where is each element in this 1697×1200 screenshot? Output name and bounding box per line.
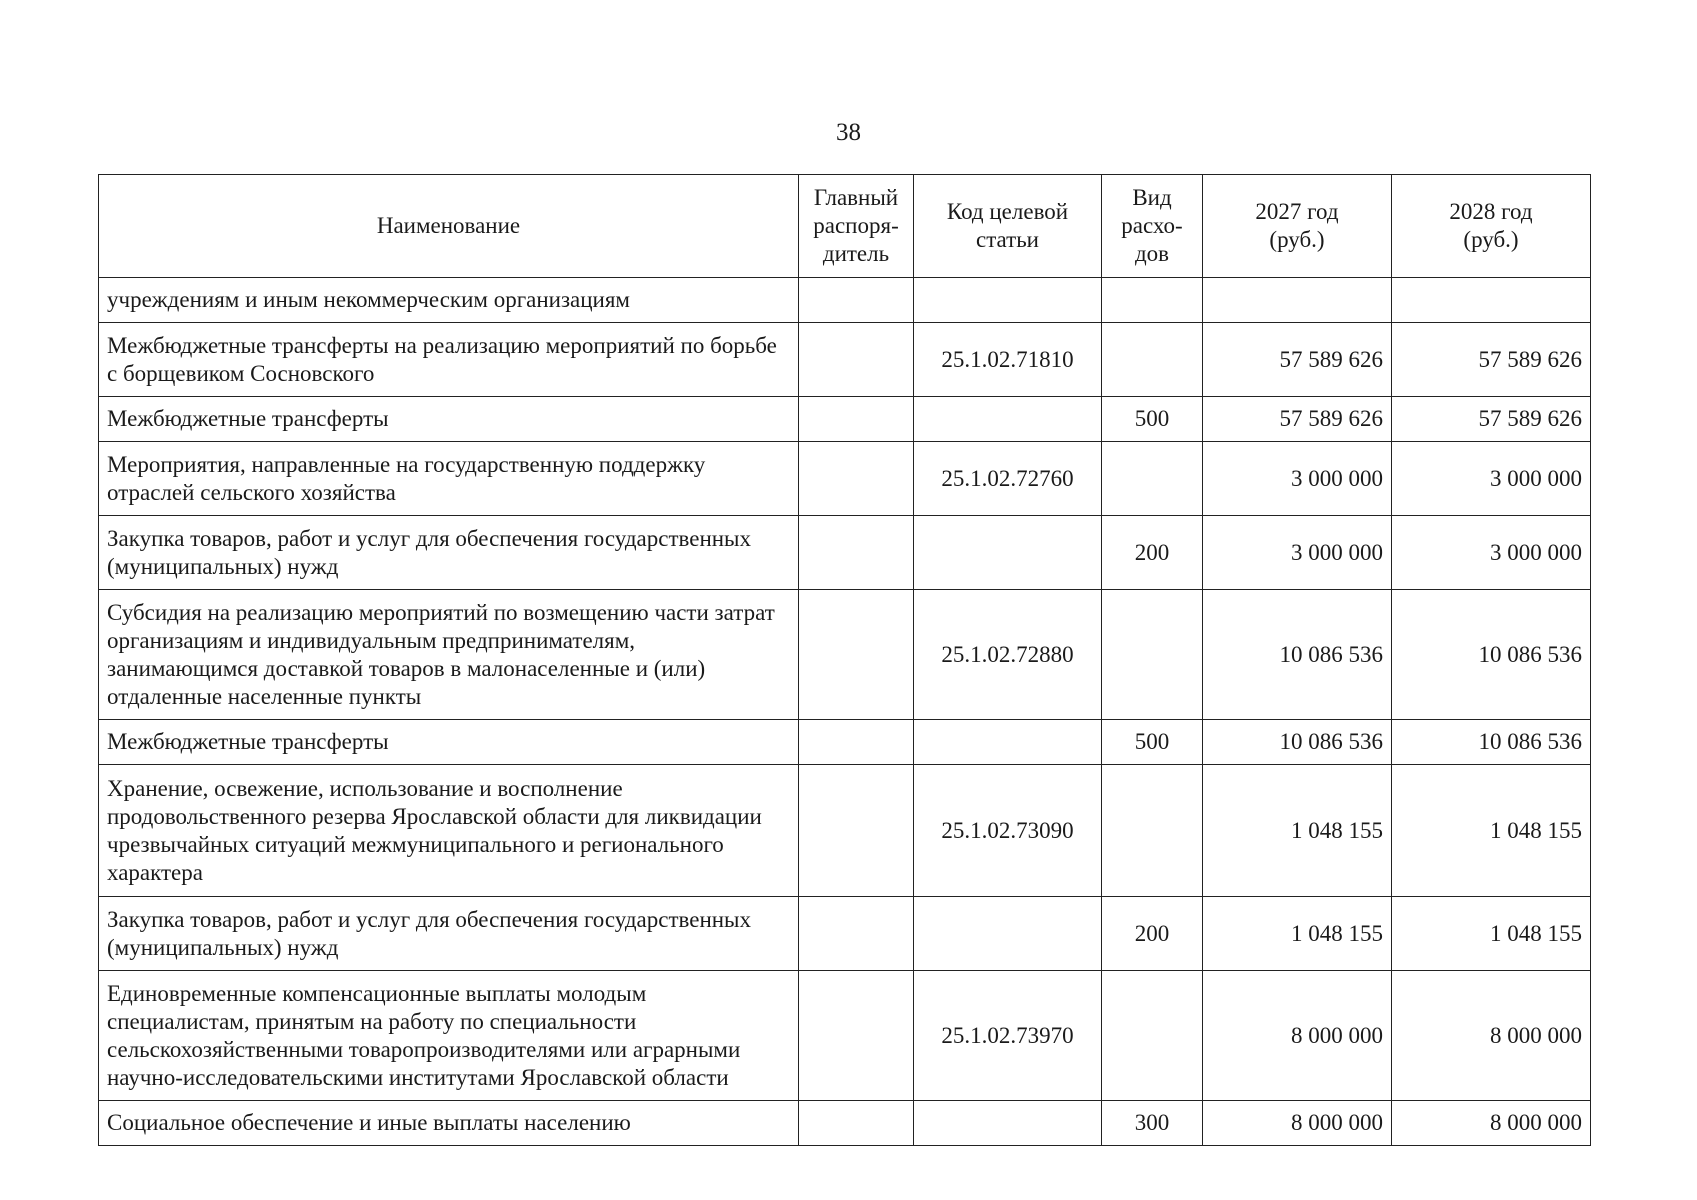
row-manager xyxy=(799,397,914,442)
row-expense-type: 200 xyxy=(1102,516,1203,590)
page-number: 38 xyxy=(836,119,861,146)
row-code: 25.1.02.71810 xyxy=(914,323,1102,397)
table-row xyxy=(99,720,1591,765)
row-code: 25.1.02.72760 xyxy=(914,442,1102,516)
row-expense-type: 200 xyxy=(1102,897,1203,971)
row-manager xyxy=(799,442,914,516)
row-name: Закупка товаров, работ и услуг для обеспечения государственных (муниципальных) нужд xyxy=(99,897,799,971)
row-name: Единовременные компенсационные выплаты молодым специалистам, принятым на работу по специальности сельскохозяйственными товаропроизводителями или аграрными научно-исследовательскими институтами Ярославской области xyxy=(99,971,799,1101)
row-expense-type xyxy=(1102,278,1203,323)
header-name: Наименование xyxy=(99,175,799,278)
table-header-row xyxy=(99,175,1591,278)
row-code xyxy=(914,397,1102,442)
table-row xyxy=(99,590,1591,720)
row-code: 25.1.02.72880 xyxy=(914,590,1102,720)
row-name: учреждениям и иным некоммерческим организациям xyxy=(99,278,799,323)
budget-table xyxy=(98,174,1591,1146)
row-code: 25.1.02.73090 xyxy=(914,765,1102,897)
row-2027: 10 086 536 xyxy=(1203,720,1392,765)
row-2028: 57 589 626 xyxy=(1392,323,1591,397)
row-manager xyxy=(799,1101,914,1146)
table-row xyxy=(99,397,1591,442)
row-code xyxy=(914,720,1102,765)
table-row xyxy=(99,1101,1591,1146)
row-2027 xyxy=(1203,278,1392,323)
row-2028: 8 000 000 xyxy=(1392,971,1591,1101)
row-expense-type xyxy=(1102,442,1203,516)
row-code: 25.1.02.73970 xyxy=(914,971,1102,1101)
row-2028: 3 000 000 xyxy=(1392,442,1591,516)
row-2027: 1 048 155 xyxy=(1203,897,1392,971)
row-manager xyxy=(799,323,914,397)
table-row xyxy=(99,278,1591,323)
row-2027: 1 048 155 xyxy=(1203,765,1392,897)
table-row xyxy=(99,323,1591,397)
row-2027: 3 000 000 xyxy=(1203,442,1392,516)
row-code xyxy=(914,897,1102,971)
row-expense-type: 500 xyxy=(1102,397,1203,442)
row-2028: 10 086 536 xyxy=(1392,590,1591,720)
row-2027: 57 589 626 xyxy=(1203,323,1392,397)
header-manager: Главный распоря- дитель xyxy=(799,175,914,278)
row-expense-type xyxy=(1102,971,1203,1101)
row-2027: 8 000 000 xyxy=(1203,971,1392,1101)
row-2027: 8 000 000 xyxy=(1203,1101,1392,1146)
row-name: Хранение, освежение, использование и восполнение продовольственного резерва Ярославской области для ликвидации чрезвычайных ситуаций межмуниципального и регионального характера xyxy=(99,765,799,897)
header-2027: 2027 год (руб.) xyxy=(1203,175,1392,278)
header-code: Код целевой статьи xyxy=(914,175,1102,278)
row-manager xyxy=(799,590,914,720)
row-name: Мероприятия, направленные на государственную поддержку отраслей сельского хозяйства xyxy=(99,442,799,516)
table-row xyxy=(99,516,1591,590)
row-2027: 57 589 626 xyxy=(1203,397,1392,442)
row-2028: 8 000 000 xyxy=(1392,1101,1591,1146)
row-manager xyxy=(799,720,914,765)
row-2028: 1 048 155 xyxy=(1392,897,1591,971)
header-2028: 2028 год (руб.) xyxy=(1392,175,1591,278)
row-manager xyxy=(799,971,914,1101)
row-2028: 3 000 000 xyxy=(1392,516,1591,590)
row-2028: 57 589 626 xyxy=(1392,397,1591,442)
row-manager xyxy=(799,278,914,323)
row-name: Межбюджетные трансферты xyxy=(99,720,799,765)
table-row xyxy=(99,971,1591,1101)
row-manager xyxy=(799,897,914,971)
row-2027: 10 086 536 xyxy=(1203,590,1392,720)
table-row xyxy=(99,897,1591,971)
row-2028: 1 048 155 xyxy=(1392,765,1591,897)
row-manager xyxy=(799,516,914,590)
row-name: Межбюджетные трансферты xyxy=(99,397,799,442)
row-expense-type xyxy=(1102,765,1203,897)
row-code xyxy=(914,278,1102,323)
row-2028: 10 086 536 xyxy=(1392,720,1591,765)
row-expense-type xyxy=(1102,323,1203,397)
row-expense-type: 500 xyxy=(1102,720,1203,765)
row-code xyxy=(914,1101,1102,1146)
row-2027: 3 000 000 xyxy=(1203,516,1392,590)
row-expense-type xyxy=(1102,590,1203,720)
row-manager xyxy=(799,765,914,897)
row-code xyxy=(914,516,1102,590)
row-name: Социальное обеспечение и иные выплаты населению xyxy=(99,1101,799,1146)
row-name: Субсидия на реализацию мероприятий по возмещению части затрат организациям и индивидуальным предпринимателям, занимающимся доставкой товаров в малонаселенные и (или) отдаленные населенные пункты xyxy=(99,590,799,720)
row-expense-type: 300 xyxy=(1102,1101,1203,1146)
header-expense-type: Вид расхо- дов xyxy=(1102,175,1203,278)
row-name: Закупка товаров, работ и услуг для обеспечения государственных (муниципальных) нужд xyxy=(99,516,799,590)
row-name: Межбюджетные трансферты на реализацию мероприятий по борьбе с борщевиком Сосновского xyxy=(99,323,799,397)
table-row xyxy=(99,765,1591,897)
table-row xyxy=(99,442,1591,516)
row-2028 xyxy=(1392,278,1591,323)
